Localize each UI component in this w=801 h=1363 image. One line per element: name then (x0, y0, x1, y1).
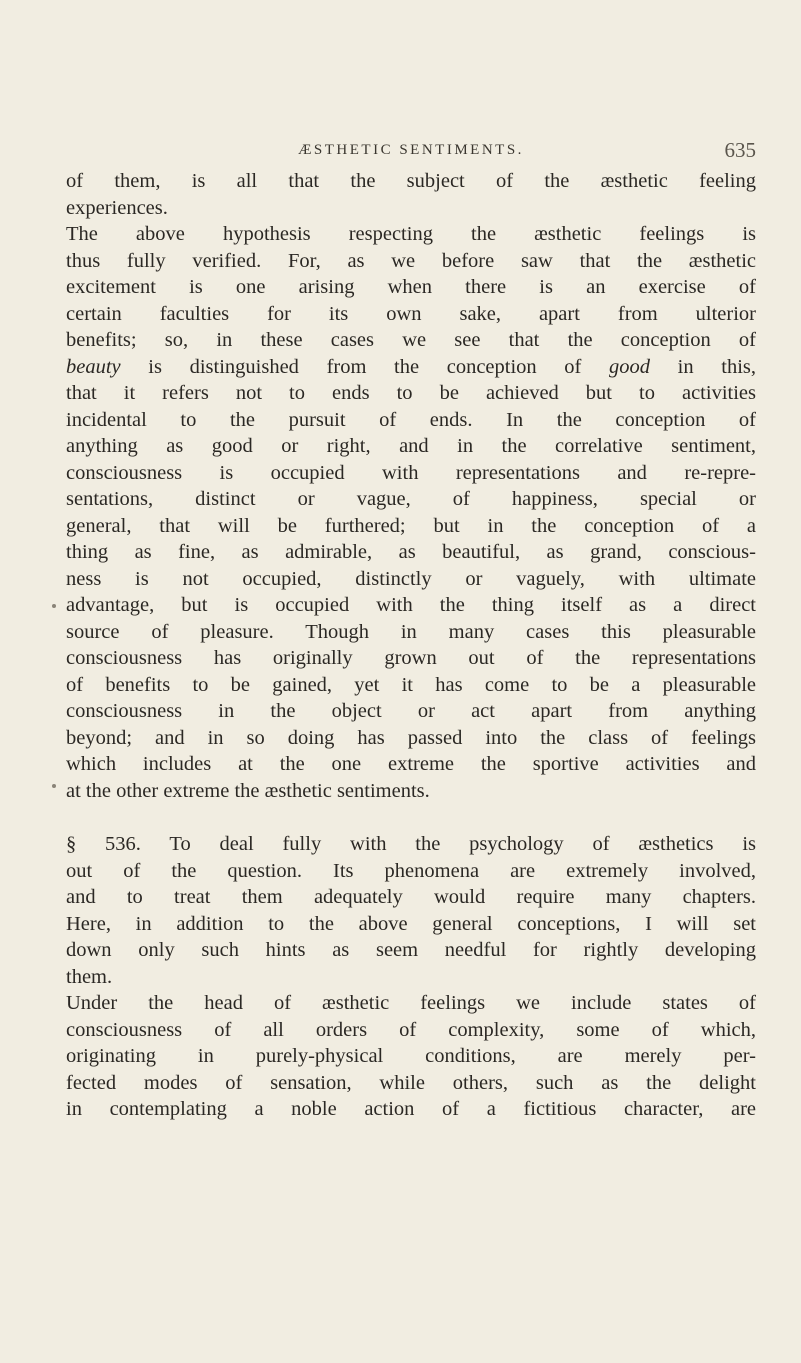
text-line: sentations, distinct or vague, of happiness, special or (66, 488, 756, 510)
text-line: thing as fine, as admirable, as beautiful, as grand, conscious- (66, 541, 756, 563)
text-line: fected modes of sensation, while others, such as the delight (66, 1071, 756, 1094)
text-line: thus fully verified. For, as we before saw that the æsthetic (66, 249, 756, 272)
paragraph-3 (66, 831, 756, 990)
text-line: them. (66, 965, 113, 988)
text-line: consciousness in the object or act apart from anything (66, 700, 756, 722)
paragraph-4 (66, 990, 756, 1123)
italic-beauty: beauty (66, 355, 121, 378)
margin-speck (52, 604, 56, 608)
text-line: of benefits to be gained, yet it has come to be a pleasurable (66, 673, 756, 696)
text-line: benefits; so, in these cases we see that the conception of (66, 329, 756, 351)
text-line: and to treat them adequately would require many chapters. (66, 886, 756, 908)
text-line: advantage, but is occupied with the thing itself as a direct (66, 594, 756, 616)
text-line: § 536. To deal fully with the psychology of æsthetics is (66, 833, 756, 855)
text-line: down only such hints as seem needful for rightly developing (66, 939, 756, 961)
text-line: in contemplating a noble action of a fictitious character, are (66, 1098, 756, 1120)
text-line: anything as good or right, and in the correlative sentiment, (66, 435, 756, 457)
text-line: of them, is all that the subject of the æsthetic feeling (66, 170, 756, 192)
text-line: ness is not occupied, distinctly or vaguely, with ultimate (66, 567, 756, 590)
text-line: which includes at the one extreme the sportive activities and (66, 753, 756, 775)
text-line: consciousness has originally grown out of the representations (66, 647, 756, 669)
text-line: Here, in addition to the above general conceptions, I will set (66, 912, 756, 935)
text-line: consciousness of all orders of complexity, some of which, (66, 1018, 756, 1041)
italic-good: good (609, 355, 651, 378)
text-line: general, that will be furthered; but in the conception of a (66, 514, 756, 537)
margin-speck (52, 784, 56, 788)
paragraph-2 (66, 221, 756, 804)
page-number: 635 (724, 138, 756, 162)
text-line: source of pleasure. Though in many cases this pleasurable (66, 620, 756, 643)
paragraph-1 (66, 168, 756, 221)
text-line: out of the question. Its phenomena are extremely involved, (66, 859, 756, 882)
paragraph-gap (66, 804, 756, 831)
running-title: ÆSTHETIC SENTIMENTS. (298, 142, 524, 158)
text-line: at the other extreme the æsthetic sentiments. (66, 779, 430, 802)
text-line: originating in purely-physical conditions, are merely per- (66, 1045, 756, 1067)
page-body (66, 168, 756, 1123)
text-line: consciousness is occupied with representations and re-repre- (66, 461, 756, 484)
text-line-emphasis: beauty is distinguished from the conception of good in this, (66, 355, 756, 378)
text-line: excitement is one arising when there is an exercise of (66, 276, 756, 298)
text-line: Under the head of æsthetic feelings we include states of (66, 992, 756, 1014)
text-line: The above hypothesis respecting the æsthetic feelings is (66, 223, 756, 245)
text-line: beyond; and in so doing has passed into the class of feelings (66, 726, 756, 749)
running-head (66, 138, 756, 168)
text-line: experiences. (66, 196, 168, 219)
text-line: certain faculties for its own sake, apart from ulterior (66, 302, 756, 325)
text-line: incidental to the pursuit of ends. In the conception of (66, 408, 756, 431)
text-line: that it refers not to ends to be achieved but to activities (66, 382, 756, 404)
